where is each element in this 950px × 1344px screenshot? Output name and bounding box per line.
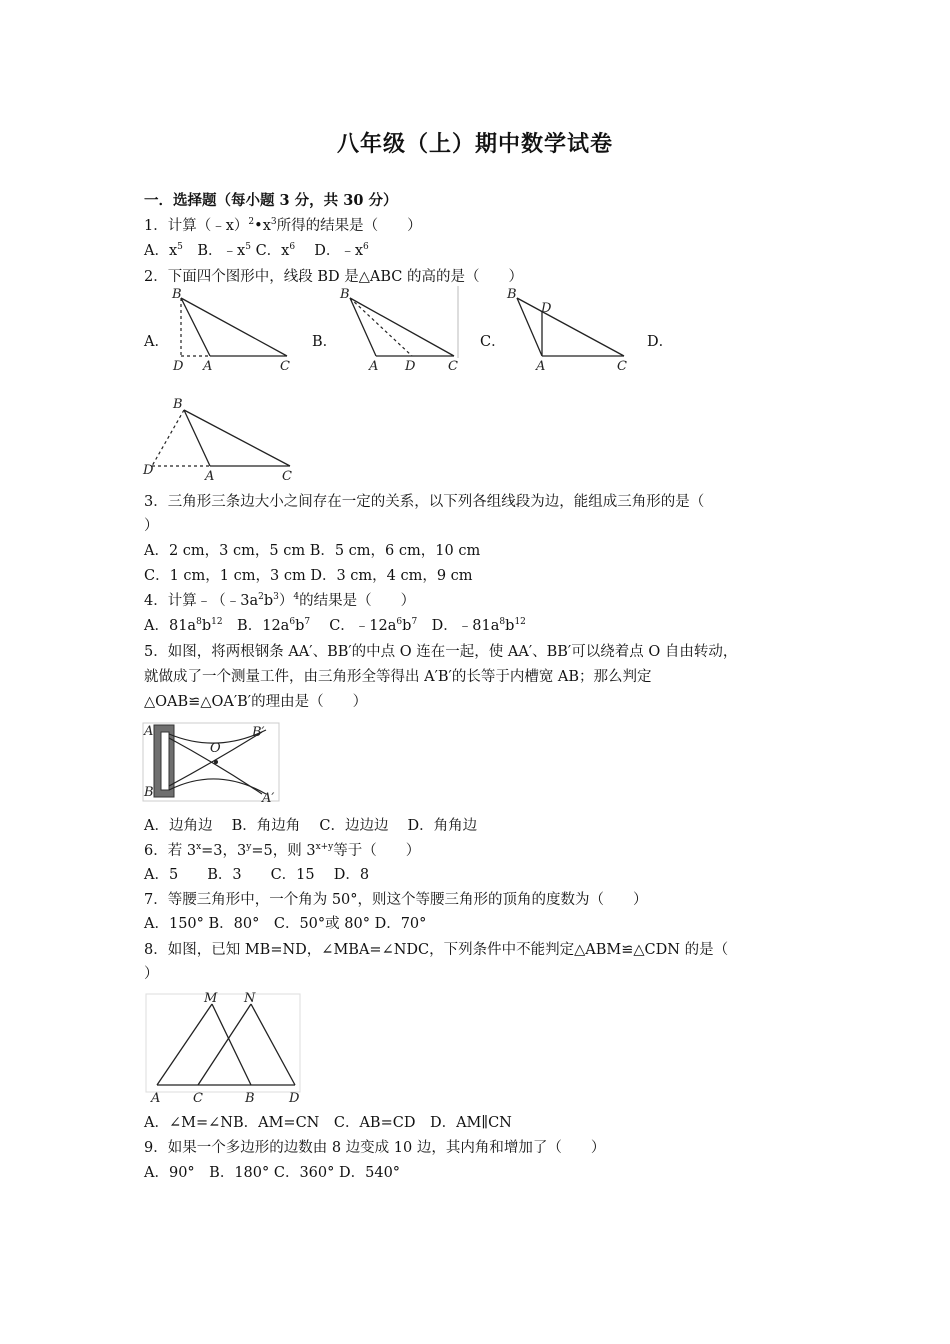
label-a: A [144,724,154,739]
question-4: 4．计算$﹣(﹣3a^2b^3)^4$的结果是（ ） [144,592,416,609]
q2-option-a-label: A． [144,334,169,350]
question-3: 3．三角形三条边大小之间存在一定的关系，以下列各组线段为边，能组成三角形的是（ [144,494,705,510]
question-3-cont: ） [144,518,159,534]
q2-figure-b [336,286,464,376]
question-8-cont: ） [144,966,159,982]
question-2: 2．下面四个图形中，线段 BD 是△ABC 的高的是（ ） [144,269,523,285]
question-3-options-1: A．2 cm，3 cm，5 cm B．5 cm，6 cm，10 cm [144,543,481,559]
question-1-options: A．$x^5$ B．$﹣x^5$ C．$x^6$ D．$﹣x^6$ [144,242,369,259]
q2-option-b-label: B． [312,334,338,350]
q2-figure-d [140,392,300,484]
question-5-options: A．边角边 B．角边角 C．边边边 D．角角边 [144,818,478,834]
label-d: D [173,359,184,374]
label-d: D [143,463,154,478]
label-b-prime: B′ [252,725,265,740]
question-7-options: A．150° B．80° C．50°或 80° D．70° [144,916,427,932]
question-9: 9．如果一个多边形的边数由 8 边变成 10 边，其内角和增加了（ ） [144,1140,606,1156]
label-b: B [144,785,154,800]
question-8-options: A．∠M=∠NB．AM=CN C．AB=CD D．AM∥CN [144,1115,512,1131]
question-1: 1．计算$(﹣x)^2•x^3$所得的结果是（ ） [144,217,422,234]
label-d: D [405,359,416,374]
q2-figure-a [165,286,300,376]
label-a: A [205,469,215,484]
question-3-options-2: C．1 cm，1 cm，3 cm D．3 cm，4 cm，9 cm [144,568,473,584]
question-9-options: A．90° B．180° C．360° D．540° [144,1165,401,1181]
q8-figure [143,990,303,1108]
exam-title: 八年级（上）期中数学试卷 [336,131,613,157]
q2-option-d-label: D． [647,334,674,350]
label-a: A [369,359,379,374]
q2-figure-c [504,286,634,376]
question-8: 8．如图，已知 MB=ND，∠MBA=∠NDC，下列条件中不能判定△ABM≌△CDN 的是（ [144,942,729,958]
question-6-options: A．5 B．3 C．15 D．8 [144,867,370,883]
label-a-prime: A′ [262,791,275,806]
label-m: M [204,991,218,1006]
label-c: C [282,469,292,484]
label-d: D [289,1091,300,1106]
label-b: B [507,287,517,302]
label-d: D [541,301,552,316]
q2-option-c-label: C． [480,334,506,350]
question-7: 7．等腰三角形中，一个角为 50°，则这个等腰三角形的顶角的度数为（ ） [144,892,648,908]
label-n: N [244,991,256,1006]
question-6: 6．若 $3^x=3$，$3^y=5$，则 $3^{x+y}$等于（ ） [144,842,421,859]
q5-figure [142,720,282,806]
question-5-line-2: 就做成了一个测量工件，由三角形全等得出 A′B′的长等于内槽宽 AB；那么判定 [144,669,652,685]
label-c: C [448,359,458,374]
question-5-line-3: △OAB≌△OA′B′的理由是（ ） [144,694,368,710]
label-a: A [151,1091,161,1106]
label-o: O [210,741,221,756]
label-c: C [617,359,627,374]
label-b: B [172,287,182,302]
section-heading: 一．选择题（每小题 3 分，共 30 分） [144,192,398,209]
question-4-options: A．$81a^8b^{12}$ B．$12a^6b^7$ C．$﹣12a^6b^7$ D．$﹣81a^8b^{12}$ [144,617,526,634]
label-c: C [280,359,290,374]
question-5-line-1: 5．如图，将两根钢条 AA′、BB′的中点 O 连在一起，使 AA′、BB′可以绕着点 O 自由转动， [144,644,738,660]
label-b: B [245,1091,255,1106]
label-a: A [536,359,546,374]
label-a: A [203,359,213,374]
label-b: B [340,287,350,302]
label-c: C [193,1091,203,1106]
label-b: B [173,397,183,412]
